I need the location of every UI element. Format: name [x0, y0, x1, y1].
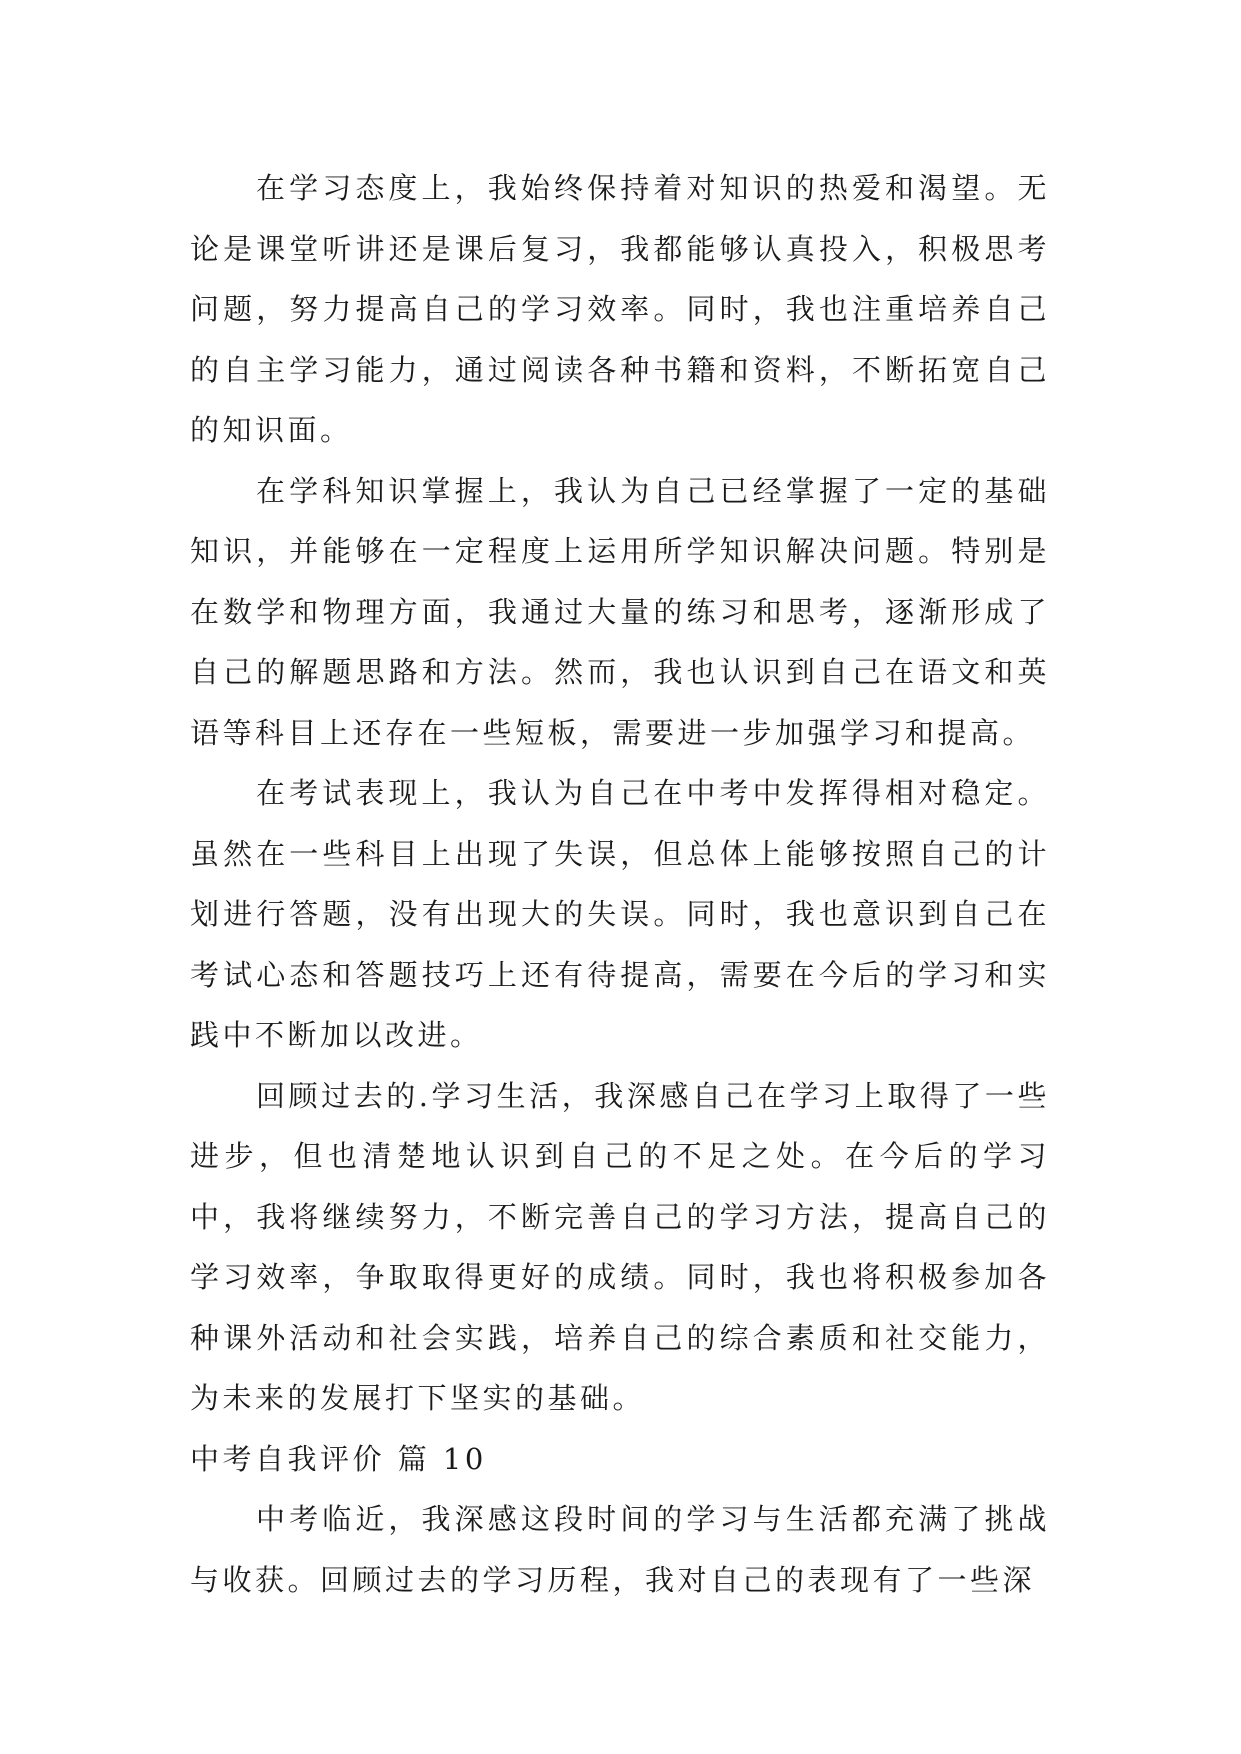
paragraph-subject-knowledge: 在学科知识掌握上，我认为自己已经掌握了一定的基础知识，并能够在一定程度上运用所学知识解决问题。特别是在数学和物理方面，我通过大量的练习和思考，逐渐形成了自己的解题思路和方法。然而，我也认识到自己在语文和英语等科目上还存在一些短板，需要进一步加强学习和提高。: [190, 473, 1050, 750]
paragraph-exam-performance: 在考试表现上，我认为自己在中考中发挥得相对稳定。虽然在一些科目上出现了失误，但总体上能够按照自己的计划进行答题，没有出现大的失误。同时，我也意识到自己在考试心态和答题技巧上还有待提高，需要在今后的学习和实践中不断加以改进。: [190, 776, 1050, 1052]
section-heading: 中考自我评价 篇 10: [190, 1441, 487, 1476]
paragraph-review-and-plan: 回顾过去的.学习生活，我深感自己在学习上取得了一些进步，但也清楚地认识到自己的不足之处。在今后的学习中，我将继续努力，不断完善自己的学习方法，提高自己的学习效率，争取取得更好的成绩。同时，我也将积极参加各种课外活动和社会实践，培养自己的综合素质和社交能力，为未来的发展打下坚实的基础。: [190, 1078, 1050, 1415]
document-body: [190, 158, 1050, 1610]
paragraph-study-attitude: 在学习态度上，我始终保持着对知识的热爱和渴望。无论是课堂听讲还是课后复习，我都能够认真投入，积极思考问题，努力提高自己的学习效率。同时，我也注重培养自己的自主学习能力，通过阅读各种书籍和资料，不断拓宽自己的知识面。: [190, 171, 1050, 447]
paragraph-section-10-intro: 中考临近，我深感这段时间的学习与生活都充满了挑战与收获。回顾过去的学习历程，我对自己的表现有了一些深: [190, 1502, 1050, 1597]
